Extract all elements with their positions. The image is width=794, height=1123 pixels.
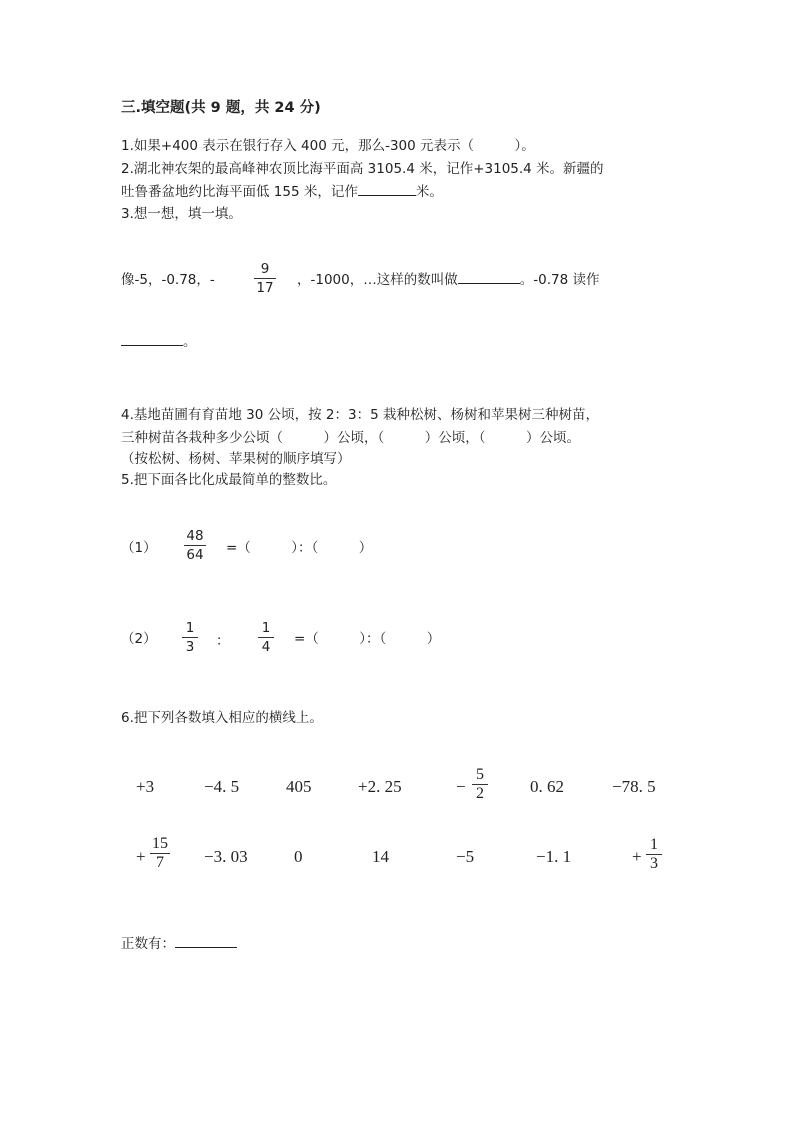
number-item: 405 bbox=[286, 777, 312, 796]
question-5-item-2-label: （2） bbox=[121, 631, 157, 647]
question-5-item-2-fraction-b bbox=[258, 620, 274, 655]
question-1: 1.如果+400 表示在银行存入 400 元，那么-300 元表示（ ）。 bbox=[121, 138, 535, 154]
question-3-fraction bbox=[254, 261, 276, 296]
number-item: +2. 25 bbox=[358, 777, 402, 796]
number-item: 0. 62 bbox=[530, 777, 564, 796]
number-item: 14 bbox=[372, 847, 389, 866]
question-3-intro: 3.想一想，填一填。 bbox=[121, 206, 242, 222]
fraction-numerator: 1 bbox=[650, 836, 658, 853]
fraction-bar bbox=[184, 545, 206, 546]
positive-numbers-label: 正数有： bbox=[121, 936, 175, 952]
question-2-answer-blank[interactable] bbox=[358, 181, 416, 196]
fraction-denominator: 4 bbox=[261, 639, 271, 655]
question-3-end: 。 bbox=[183, 334, 197, 350]
question-3-answer-blank-2[interactable] bbox=[121, 331, 183, 346]
fraction-bar bbox=[258, 637, 274, 638]
number-item: 0 bbox=[294, 847, 303, 866]
question-3-part-1: 像-5，-0.78，- bbox=[121, 272, 215, 288]
question-5-item-2-answer[interactable]: =（ ）：（ ） bbox=[294, 631, 441, 647]
number-item: −4. 5 bbox=[204, 777, 240, 796]
fraction-bar bbox=[254, 278, 276, 279]
question-3-part-2: ，-1000，…这样的数叫做 bbox=[297, 272, 458, 288]
question-3-part-3: 。-0.78 读作 bbox=[519, 272, 600, 288]
question-5-item-1-fraction bbox=[184, 528, 206, 563]
question-2-text-b: 米。 bbox=[415, 184, 443, 200]
fraction-numerator: 1 bbox=[185, 620, 195, 636]
question-6-intro: 6.把下列各数填入相应的横线上。 bbox=[121, 710, 323, 726]
number-item-fraction bbox=[646, 837, 662, 872]
fraction-denominator: 17 bbox=[256, 280, 274, 296]
question-5-item-1-answer[interactable]: =（ ）：（ ） bbox=[226, 540, 373, 556]
fraction-denominator: 3 bbox=[185, 639, 195, 655]
number-item-fraction bbox=[472, 767, 488, 802]
fraction-numerator: 15 bbox=[152, 835, 168, 852]
fraction-numerator: 48 bbox=[186, 528, 204, 544]
number-item: −78. 5 bbox=[612, 777, 656, 796]
question-4-line-2: 三种树苗各栽种多少公顷（ ）公顷，（ ）公顷，（ ）公顷。 bbox=[121, 430, 580, 446]
question-3-line-2 bbox=[121, 330, 197, 350]
number-item: +3 bbox=[136, 777, 155, 796]
fraction-numerator: 9 bbox=[260, 261, 270, 277]
question-2-text-a: 吐鲁番盆地约比海平面低 155 米，记作 bbox=[121, 184, 358, 200]
section-title: 三.填空题(共 9 题，共 24 分) bbox=[121, 100, 321, 116]
question-5-intro: 5.把下面各比化成最简单的整数比。 bbox=[121, 472, 337, 488]
number-item-sign: − bbox=[456, 777, 466, 796]
fraction-numerator: 1 bbox=[261, 620, 271, 636]
question-5-item-1-label: （1） bbox=[121, 540, 157, 556]
question-4-line-1: 4.基地苗圃有育苗地 30 公顷，按 2：3：5 栽种松树、杨树和苹果树三种树苗， bbox=[121, 407, 599, 423]
number-item: −5 bbox=[456, 847, 475, 866]
question-5-item-2-fraction-a bbox=[182, 620, 198, 655]
number-item-sign: + bbox=[632, 847, 642, 866]
question-3-line bbox=[297, 268, 599, 288]
number-item: −3. 03 bbox=[204, 847, 248, 866]
positive-numbers-line bbox=[121, 932, 237, 952]
question-2-line-2 bbox=[121, 180, 443, 200]
fraction-denominator: 3 bbox=[650, 855, 658, 872]
fraction-denominator: 2 bbox=[476, 785, 484, 802]
number-item-sign: + bbox=[136, 847, 146, 866]
fraction-numerator: 5 bbox=[476, 766, 484, 783]
question-2-line-1: 2.湖北神农架的最高峰神农顶比海平面高 3105.4 米，记作+3105.4 米。新疆的 bbox=[121, 161, 604, 177]
question-4-line-3: （按松树、杨树、苹果树的顺序填写） bbox=[121, 451, 351, 467]
number-item-fraction bbox=[150, 836, 170, 871]
fraction-bar bbox=[182, 637, 198, 638]
question-5-item-2-colon: ： bbox=[216, 633, 230, 649]
number-item: −1. 1 bbox=[536, 847, 572, 866]
question-3-answer-blank-1[interactable] bbox=[458, 269, 520, 284]
positive-numbers-blank[interactable] bbox=[175, 933, 237, 948]
fraction-denominator: 7 bbox=[156, 854, 164, 871]
fraction-denominator: 64 bbox=[186, 547, 204, 563]
